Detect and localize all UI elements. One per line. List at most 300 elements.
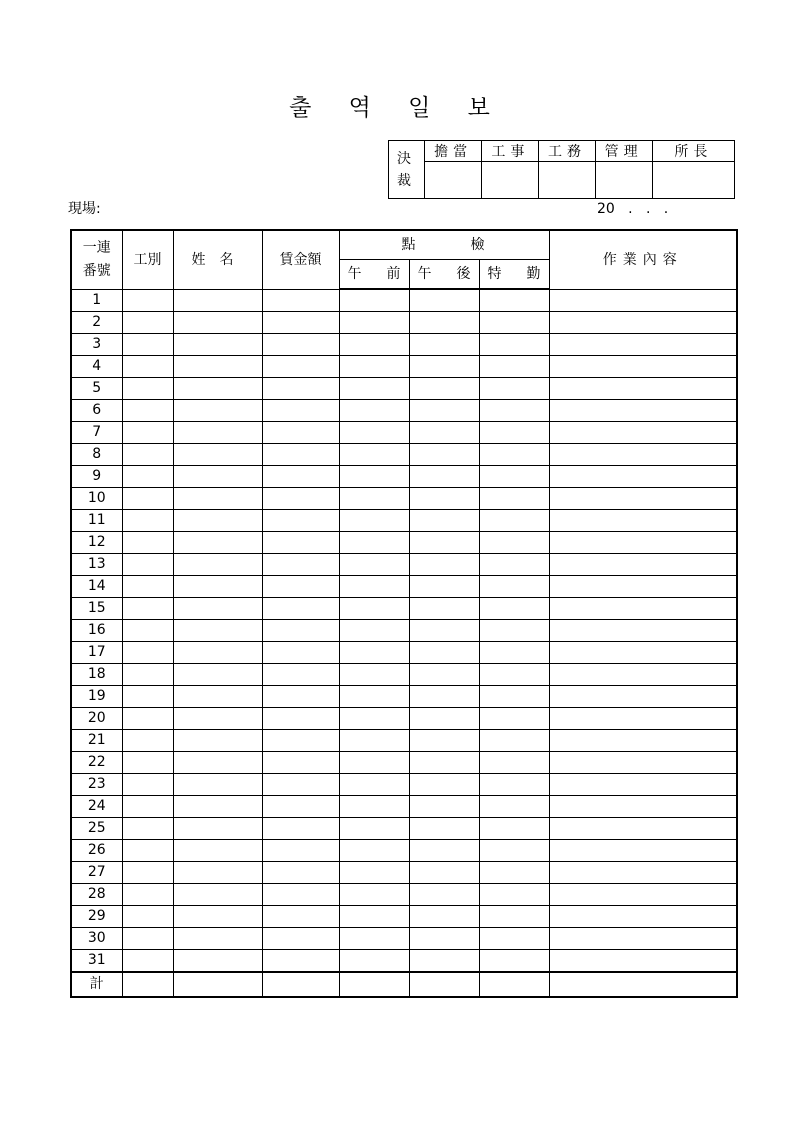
am-cell[interactable] [339, 422, 409, 444]
row-number: 9 [71, 466, 122, 488]
pm-cell[interactable] [409, 334, 479, 356]
work-type-cell[interactable] [122, 554, 173, 576]
row-number: 5 [71, 378, 122, 400]
special-cell[interactable] [479, 774, 549, 796]
special-cell[interactable] [479, 444, 549, 466]
pm-cell[interactable] [409, 752, 479, 774]
table-row [71, 466, 737, 488]
row-number: 20 [71, 708, 122, 730]
special-cell[interactable] [479, 906, 549, 928]
header-work-content: 作業內容 [549, 230, 737, 289]
header-serial-no-bottom: 番號 [82, 262, 111, 279]
pm-cell[interactable] [409, 378, 479, 400]
work-type-cell[interactable] [122, 796, 173, 818]
work-type-cell[interactable] [122, 884, 173, 906]
header-am-a: 午 [347, 266, 362, 282]
header-pm [409, 260, 479, 290]
row-number: 18 [71, 664, 122, 686]
am-cell[interactable] [339, 928, 409, 950]
special-cell[interactable] [479, 708, 549, 730]
total-cell[interactable] [549, 972, 737, 997]
row-number: 10 [71, 488, 122, 510]
pm-cell[interactable] [409, 906, 479, 928]
special-cell[interactable] [479, 730, 549, 752]
approval-label-top: 決 [397, 150, 417, 167]
work-content-cell[interactable] [549, 598, 737, 620]
row-number: 16 [71, 620, 122, 642]
work-content-cell[interactable] [549, 642, 737, 664]
wage-cell[interactable] [262, 752, 339, 774]
table-row [71, 312, 737, 334]
header-pm-b: 後 [456, 266, 471, 282]
work-type-cell[interactable] [122, 576, 173, 598]
row-number: 6 [71, 400, 122, 422]
header-special-b: 勤 [526, 266, 541, 282]
approval-header-staff: 擔當 [425, 141, 482, 162]
name-cell[interactable] [173, 598, 262, 620]
work-content-cell[interactable] [549, 356, 737, 378]
header-serial-no [71, 230, 122, 289]
special-cell[interactable] [479, 818, 549, 840]
header-name-b: 名 [219, 251, 234, 268]
wage-cell[interactable] [262, 818, 339, 840]
name-cell[interactable] [173, 642, 262, 664]
pm-cell[interactable] [409, 289, 479, 312]
special-cell[interactable] [479, 576, 549, 598]
special-cell[interactable] [479, 554, 549, 576]
special-cell[interactable] [479, 488, 549, 510]
header-inspection [339, 230, 549, 260]
wage-cell[interactable] [262, 289, 339, 312]
pm-cell[interactable] [409, 928, 479, 950]
name-cell[interactable] [173, 796, 262, 818]
work-type-cell[interactable] [122, 730, 173, 752]
work-content-cell[interactable] [549, 840, 737, 862]
table-row [71, 752, 737, 774]
work-type-cell[interactable] [122, 664, 173, 686]
name-cell[interactable] [173, 774, 262, 796]
special-cell[interactable] [479, 840, 549, 862]
table-row [71, 950, 737, 973]
am-cell[interactable] [339, 510, 409, 532]
pm-cell[interactable] [409, 532, 479, 554]
pm-cell[interactable] [409, 576, 479, 598]
work-content-cell[interactable] [549, 312, 737, 334]
row-number: 24 [71, 796, 122, 818]
row-number: 28 [71, 884, 122, 906]
am-cell[interactable] [339, 818, 409, 840]
attendance-table [70, 229, 738, 998]
wage-cell[interactable] [262, 510, 339, 532]
name-cell[interactable] [173, 818, 262, 840]
am-cell[interactable] [339, 752, 409, 774]
pm-cell[interactable] [409, 620, 479, 642]
name-cell[interactable] [173, 356, 262, 378]
special-cell[interactable] [479, 642, 549, 664]
total-cell[interactable] [122, 972, 173, 997]
approval-sign-management[interactable] [595, 162, 652, 199]
am-cell[interactable] [339, 289, 409, 312]
pm-cell[interactable] [409, 510, 479, 532]
am-cell[interactable] [339, 906, 409, 928]
wage-cell[interactable] [262, 796, 339, 818]
total-cell[interactable] [173, 972, 262, 997]
approval-sign-construction[interactable] [482, 162, 539, 199]
special-cell[interactable] [479, 466, 549, 488]
total-cell[interactable] [339, 972, 409, 997]
header-serial-no-top: 一連 [82, 239, 111, 256]
work-content-cell[interactable] [549, 510, 737, 532]
work-type-cell[interactable] [122, 510, 173, 532]
table-row [71, 906, 737, 928]
table-row [71, 510, 737, 532]
am-cell[interactable] [339, 400, 409, 422]
name-cell[interactable] [173, 950, 262, 973]
row-number: 14 [71, 576, 122, 598]
special-cell[interactable] [479, 400, 549, 422]
work-content-cell[interactable] [549, 422, 737, 444]
row-number: 11 [71, 510, 122, 532]
row-number: 13 [71, 554, 122, 576]
wage-cell[interactable] [262, 840, 339, 862]
special-cell[interactable] [479, 884, 549, 906]
am-cell[interactable] [339, 664, 409, 686]
name-cell[interactable] [173, 466, 262, 488]
wage-cell[interactable] [262, 378, 339, 400]
total-label: 計 [71, 972, 122, 997]
wage-cell[interactable] [262, 312, 339, 334]
name-cell[interactable] [173, 422, 262, 444]
work-type-cell[interactable] [122, 928, 173, 950]
total-cell[interactable] [262, 972, 339, 997]
wage-cell[interactable] [262, 356, 339, 378]
name-cell[interactable] [173, 752, 262, 774]
wage-cell[interactable] [262, 444, 339, 466]
wage-cell[interactable] [262, 950, 339, 973]
pm-cell[interactable] [409, 466, 479, 488]
pm-cell[interactable] [409, 444, 479, 466]
total-cell[interactable] [409, 972, 479, 997]
pm-cell[interactable] [409, 488, 479, 510]
table-row [71, 554, 737, 576]
wage-cell[interactable] [262, 774, 339, 796]
name-cell[interactable] [173, 400, 262, 422]
approval-sign-staff[interactable] [425, 162, 482, 199]
row-number: 15 [71, 598, 122, 620]
table-row [71, 422, 737, 444]
row-number: 29 [71, 906, 122, 928]
table-row [71, 400, 737, 422]
am-cell[interactable] [339, 774, 409, 796]
pm-cell[interactable] [409, 818, 479, 840]
special-cell[interactable] [479, 686, 549, 708]
work-type-cell[interactable] [122, 312, 173, 334]
special-cell[interactable] [479, 312, 549, 334]
special-cell[interactable] [479, 862, 549, 884]
work-type-cell[interactable] [122, 774, 173, 796]
am-cell[interactable] [339, 686, 409, 708]
special-cell[interactable] [479, 356, 549, 378]
pm-cell[interactable] [409, 884, 479, 906]
pm-cell[interactable] [409, 598, 479, 620]
work-type-cell[interactable] [122, 466, 173, 488]
work-content-cell[interactable] [549, 884, 737, 906]
name-cell[interactable] [173, 862, 262, 884]
row-number: 26 [71, 840, 122, 862]
work-content-cell[interactable] [549, 289, 737, 312]
header-inspection-a: 點 [401, 237, 416, 253]
am-cell[interactable] [339, 620, 409, 642]
wage-cell[interactable] [262, 554, 339, 576]
work-type-cell[interactable] [122, 708, 173, 730]
pm-cell[interactable] [409, 664, 479, 686]
work-content-cell[interactable] [549, 752, 737, 774]
am-cell[interactable] [339, 312, 409, 334]
wage-cell[interactable] [262, 466, 339, 488]
name-cell[interactable] [173, 334, 262, 356]
wage-cell[interactable] [262, 862, 339, 884]
work-content-cell[interactable] [549, 686, 737, 708]
am-cell[interactable] [339, 796, 409, 818]
approval-sign-works[interactable] [539, 162, 595, 199]
row-number: 3 [71, 334, 122, 356]
special-cell[interactable] [479, 510, 549, 532]
wage-cell[interactable] [262, 686, 339, 708]
table-row [71, 642, 737, 664]
work-type-cell[interactable] [122, 378, 173, 400]
pm-cell[interactable] [409, 840, 479, 862]
header-pm-a: 午 [417, 266, 432, 282]
approval-header-management: 管理 [595, 141, 652, 162]
work-content-cell[interactable] [549, 928, 737, 950]
header-am [339, 260, 409, 290]
am-cell[interactable] [339, 708, 409, 730]
row-number: 8 [71, 444, 122, 466]
work-type-cell[interactable] [122, 906, 173, 928]
approval-sign-director[interactable] [652, 162, 734, 199]
pm-cell[interactable] [409, 950, 479, 973]
name-cell[interactable] [173, 884, 262, 906]
table-row [71, 356, 737, 378]
wage-cell[interactable] [262, 884, 339, 906]
work-type-cell[interactable] [122, 400, 173, 422]
work-content-cell[interactable] [549, 708, 737, 730]
am-cell[interactable] [339, 840, 409, 862]
name-cell[interactable] [173, 664, 262, 686]
name-cell[interactable] [173, 444, 262, 466]
work-content-cell[interactable] [549, 796, 737, 818]
special-cell[interactable] [479, 598, 549, 620]
work-type-cell[interactable] [122, 862, 173, 884]
wage-cell[interactable] [262, 928, 339, 950]
header-am-b: 前 [386, 266, 401, 282]
table-row [71, 488, 737, 510]
work-type-cell[interactable] [122, 356, 173, 378]
work-content-cell[interactable] [549, 554, 737, 576]
pm-cell[interactable] [409, 774, 479, 796]
work-type-cell[interactable] [122, 598, 173, 620]
pm-cell[interactable] [409, 686, 479, 708]
work-content-cell[interactable] [549, 906, 737, 928]
wage-cell[interactable] [262, 576, 339, 598]
pm-cell[interactable] [409, 642, 479, 664]
am-cell[interactable] [339, 950, 409, 973]
work-content-cell[interactable] [549, 576, 737, 598]
table-row [71, 840, 737, 862]
work-content-cell[interactable] [549, 774, 737, 796]
name-cell[interactable] [173, 840, 262, 862]
work-content-cell[interactable] [549, 818, 737, 840]
row-number: 31 [71, 950, 122, 973]
table-row [71, 576, 737, 598]
wage-cell[interactable] [262, 906, 339, 928]
special-cell[interactable] [479, 664, 549, 686]
pm-cell[interactable] [409, 796, 479, 818]
name-cell[interactable] [173, 576, 262, 598]
pm-cell[interactable] [409, 400, 479, 422]
work-content-cell[interactable] [549, 466, 737, 488]
name-cell[interactable] [173, 312, 262, 334]
work-type-cell[interactable] [122, 840, 173, 862]
row-number: 23 [71, 774, 122, 796]
am-cell[interactable] [339, 642, 409, 664]
work-type-cell[interactable] [122, 422, 173, 444]
work-content-cell[interactable] [549, 730, 737, 752]
special-cell[interactable] [479, 752, 549, 774]
name-cell[interactable] [173, 532, 262, 554]
table-row [71, 598, 737, 620]
work-content-cell[interactable] [549, 444, 737, 466]
row-number: 17 [71, 642, 122, 664]
am-cell[interactable] [339, 532, 409, 554]
wage-cell[interactable] [262, 620, 339, 642]
am-cell[interactable] [339, 378, 409, 400]
name-cell[interactable] [173, 378, 262, 400]
am-cell[interactable] [339, 884, 409, 906]
am-cell[interactable] [339, 576, 409, 598]
work-type-cell[interactable] [122, 686, 173, 708]
wage-cell[interactable] [262, 400, 339, 422]
pm-cell[interactable] [409, 422, 479, 444]
pm-cell[interactable] [409, 356, 479, 378]
wage-cell[interactable] [262, 532, 339, 554]
pm-cell[interactable] [409, 708, 479, 730]
row-number: 7 [71, 422, 122, 444]
am-cell[interactable] [339, 730, 409, 752]
special-cell[interactable] [479, 532, 549, 554]
page-title: 출 역 일 보 [289, 95, 505, 121]
work-content-cell[interactable] [549, 400, 737, 422]
table-row [71, 818, 737, 840]
wage-cell[interactable] [262, 488, 339, 510]
approval-label [389, 141, 425, 199]
wage-cell[interactable] [262, 334, 339, 356]
name-cell[interactable] [173, 488, 262, 510]
total-cell[interactable] [479, 972, 549, 997]
special-cell[interactable] [479, 289, 549, 312]
special-cell[interactable] [479, 928, 549, 950]
table-row [71, 884, 737, 906]
work-content-cell[interactable] [549, 334, 737, 356]
name-cell[interactable] [173, 620, 262, 642]
wage-cell[interactable] [262, 708, 339, 730]
work-type-cell[interactable] [122, 488, 173, 510]
pm-cell[interactable] [409, 554, 479, 576]
work-content-cell[interactable] [549, 488, 737, 510]
work-content-cell[interactable] [549, 378, 737, 400]
site-label: 現場: [68, 201, 101, 217]
work-content-cell[interactable] [549, 950, 737, 973]
header-inspection-b: 檢 [470, 237, 485, 253]
table-row [71, 708, 737, 730]
wage-cell[interactable] [262, 598, 339, 620]
work-type-cell[interactable] [122, 444, 173, 466]
work-type-cell[interactable] [122, 289, 173, 312]
work-content-cell[interactable] [549, 532, 737, 554]
work-type-cell[interactable] [122, 334, 173, 356]
pm-cell[interactable] [409, 730, 479, 752]
special-cell[interactable] [479, 422, 549, 444]
pm-cell[interactable] [409, 862, 479, 884]
work-content-cell[interactable] [549, 862, 737, 884]
approval-header-director: 所長 [652, 141, 734, 162]
name-cell[interactable] [173, 730, 262, 752]
wage-cell[interactable] [262, 642, 339, 664]
header-special-a: 特 [487, 266, 502, 282]
work-type-cell[interactable] [122, 752, 173, 774]
name-cell[interactable] [173, 686, 262, 708]
am-cell[interactable] [339, 466, 409, 488]
table-row [71, 289, 737, 312]
table-row [71, 532, 737, 554]
approval-header-construction: 工事 [482, 141, 539, 162]
am-cell[interactable] [339, 488, 409, 510]
work-type-cell[interactable] [122, 818, 173, 840]
work-type-cell[interactable] [122, 620, 173, 642]
wage-cell[interactable] [262, 664, 339, 686]
work-type-cell[interactable] [122, 950, 173, 973]
name-cell[interactable] [173, 554, 262, 576]
special-cell[interactable] [479, 950, 549, 973]
am-cell[interactable] [339, 334, 409, 356]
special-cell[interactable] [479, 378, 549, 400]
name-cell[interactable] [173, 708, 262, 730]
wage-cell[interactable] [262, 422, 339, 444]
wage-cell[interactable] [262, 730, 339, 752]
special-cell[interactable] [479, 796, 549, 818]
am-cell[interactable] [339, 598, 409, 620]
name-cell[interactable] [173, 289, 262, 312]
am-cell[interactable] [339, 356, 409, 378]
name-cell[interactable] [173, 928, 262, 950]
am-cell[interactable] [339, 862, 409, 884]
header-wage: 賃金額 [262, 230, 339, 289]
name-cell[interactable] [173, 906, 262, 928]
table-row [71, 444, 737, 466]
work-type-cell[interactable] [122, 532, 173, 554]
work-content-cell[interactable] [549, 664, 737, 686]
row-number: 2 [71, 312, 122, 334]
special-cell[interactable] [479, 334, 549, 356]
name-cell[interactable] [173, 510, 262, 532]
pm-cell[interactable] [409, 312, 479, 334]
am-cell[interactable] [339, 554, 409, 576]
special-cell[interactable] [479, 620, 549, 642]
am-cell[interactable] [339, 444, 409, 466]
work-type-cell[interactable] [122, 642, 173, 664]
table-row [71, 796, 737, 818]
work-content-cell[interactable] [549, 620, 737, 642]
